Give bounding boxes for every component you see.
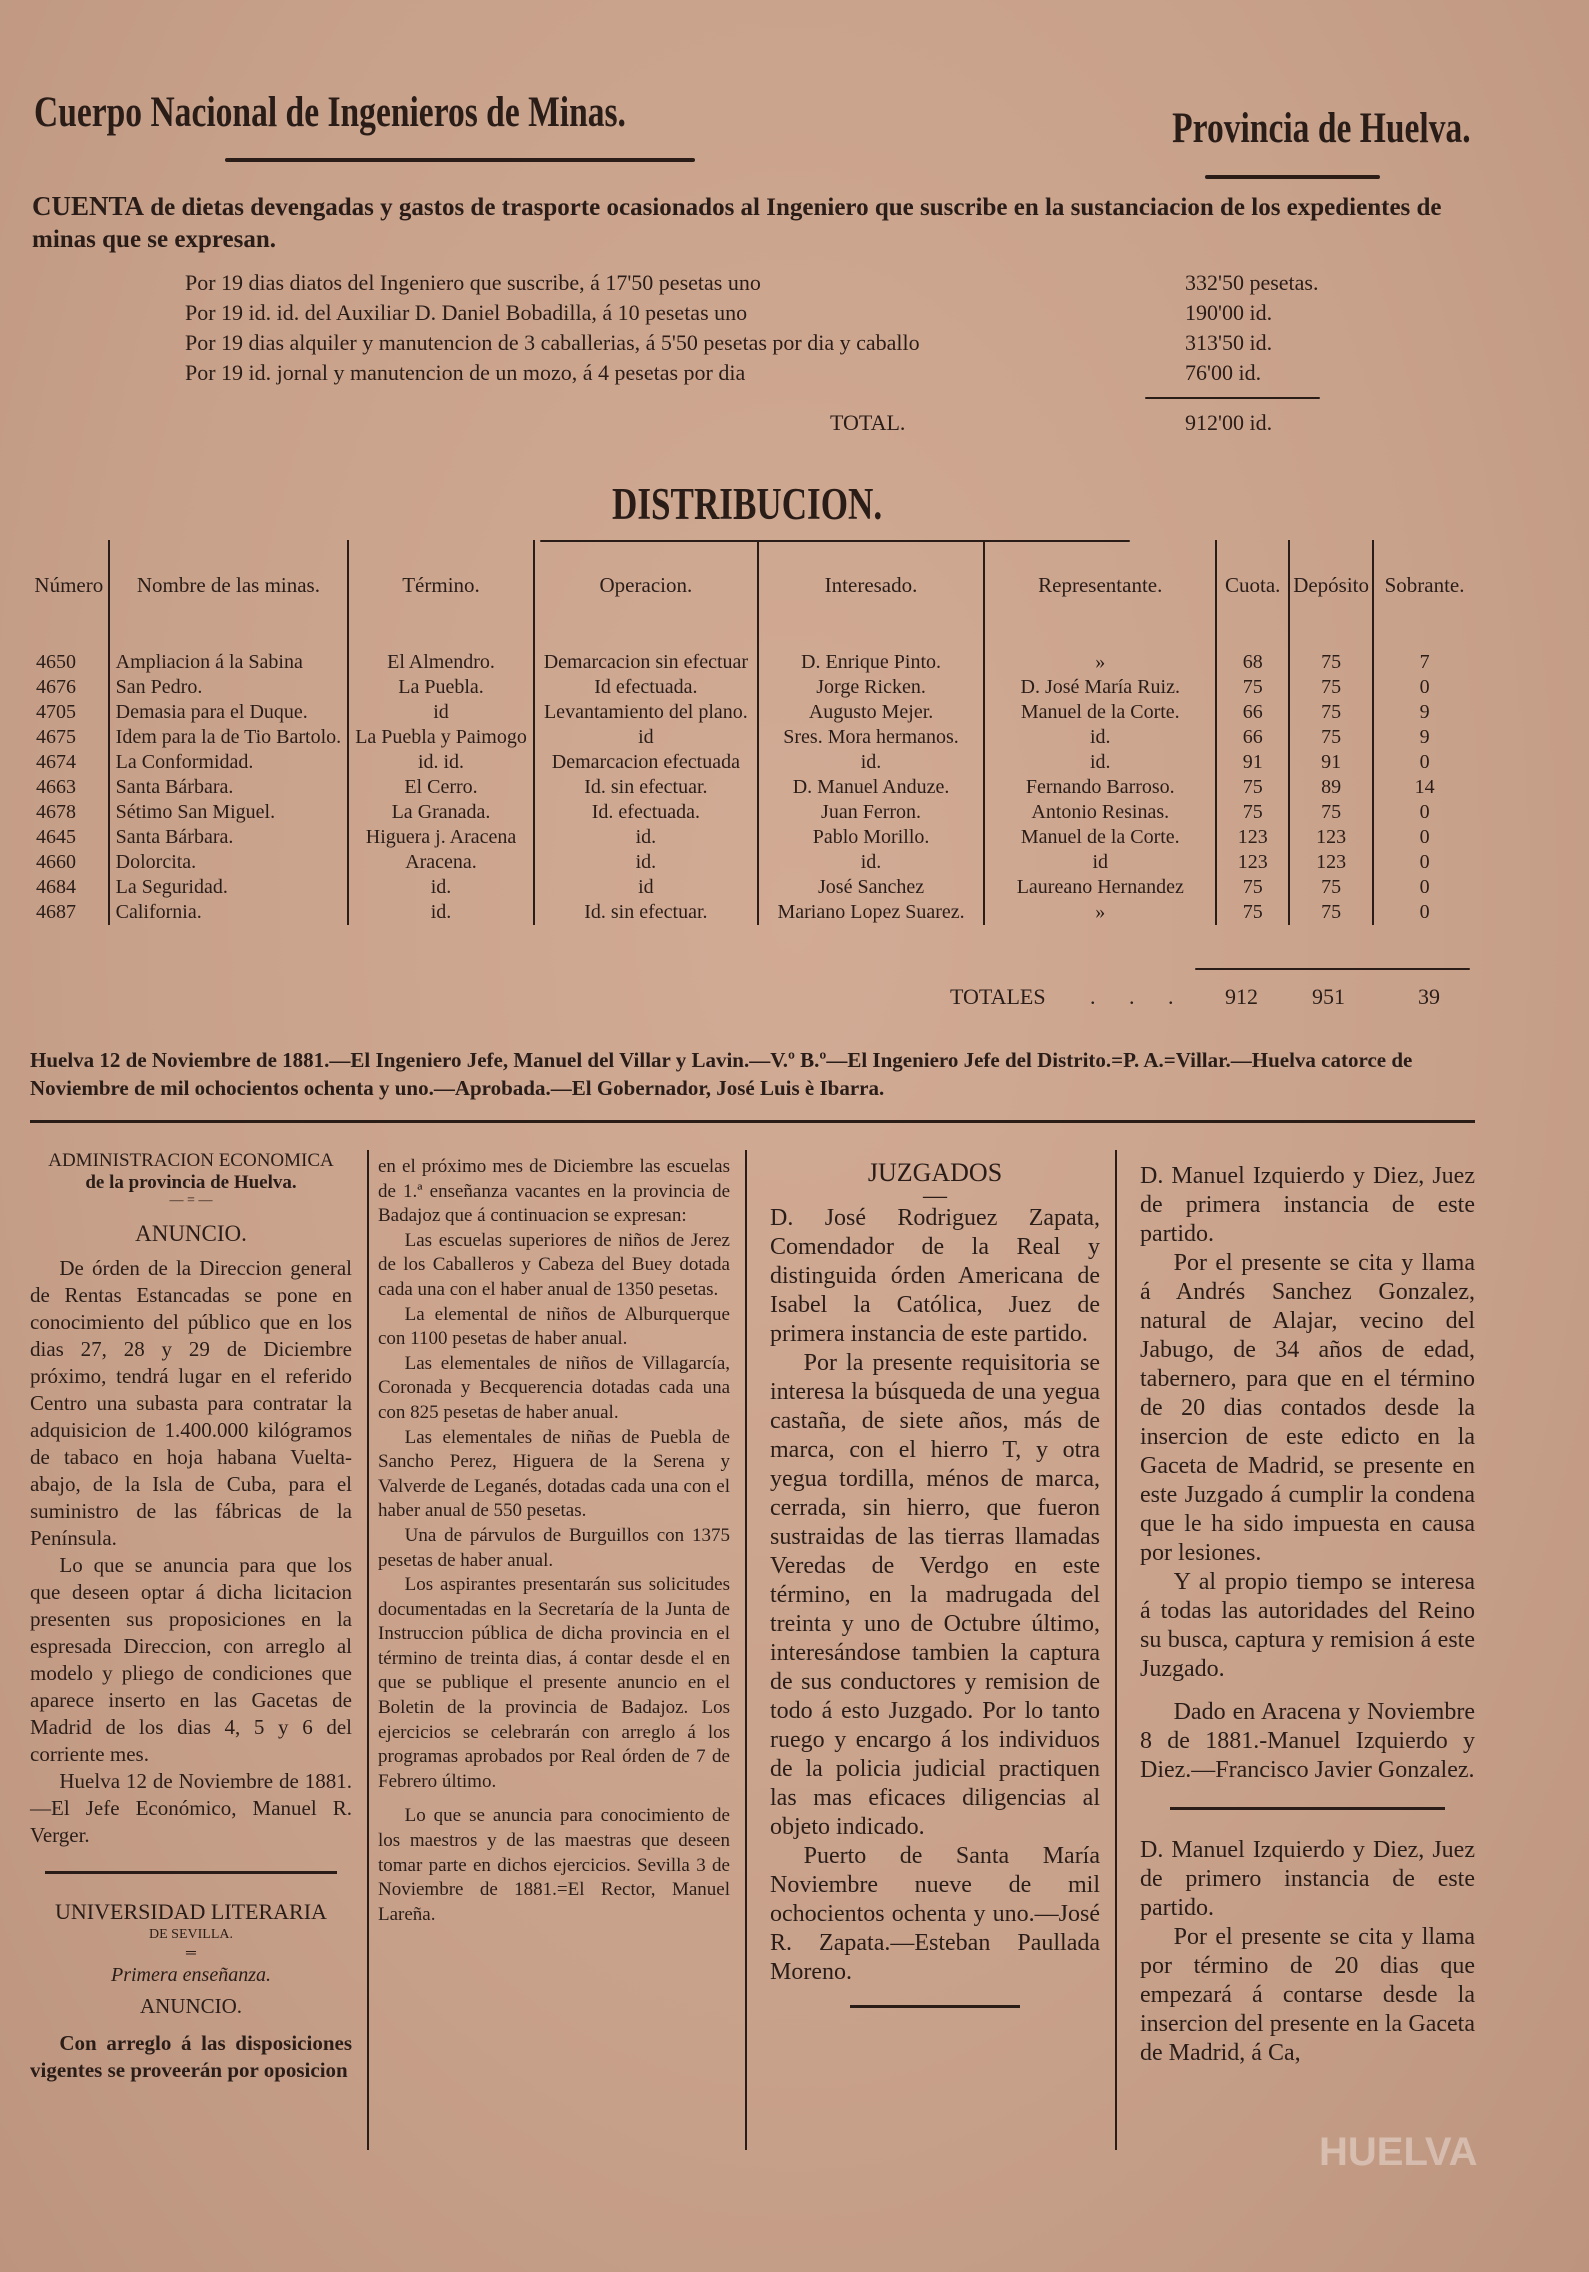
- col-header: Depósito: [1289, 540, 1373, 630]
- column-paragraph: Las escuelas superiores de niños de Jerez de los Caballeros y Cabeza del Buey dotada cada una con el haber anual de 1350 pesetas.: [378, 1229, 730, 1300]
- table-cell: id.: [348, 875, 534, 900]
- table-cell: 4684: [36, 876, 76, 898]
- edict-heading: D. Manuel Izquierdo y Diez, Juez de primera instancia de este partido.: [1140, 1163, 1475, 1247]
- table-cell: id.: [758, 750, 984, 775]
- table-cell: Antonio Resinas.: [984, 800, 1216, 825]
- table-row: [30, 750, 1475, 775]
- expense-row: [185, 360, 1345, 386]
- edict-paragraph: Puerto de Santa María Noviembre nueve de mil ochocientos ochenta y uno.—José R. Zapata.—Esteban Paullada Moreno.: [770, 1843, 1100, 1985]
- table-cell: 9: [1373, 700, 1475, 725]
- table-cell: 0: [1373, 750, 1475, 775]
- table-cell: Sétimo San Miguel.: [109, 800, 349, 825]
- table-cell: 75: [1289, 675, 1373, 700]
- distribucion-title: DISTRIBUCION.: [612, 479, 883, 529]
- table-cell: Santa Bárbara.: [109, 825, 349, 850]
- table-cell: 123: [1216, 850, 1289, 875]
- table-cell: Idem para la de Tio Bartolo.: [109, 725, 349, 750]
- university-city: DE SEVILLA.: [149, 1927, 233, 1942]
- table-row: [30, 875, 1475, 900]
- edict-paragraph: Por el presente se cita y llama por término de 20 dias que empezará á contarse desde la insercion del presente en la Gaceta de Madrid, á Ca,: [1140, 1924, 1475, 2066]
- table-cell: Demasia para el Duque.: [109, 700, 349, 725]
- column-separator: [1115, 1150, 1117, 2150]
- header-ornament-left: [225, 158, 695, 162]
- column-paragraph: La elemental de niños de Alburquerque con 1100 pesetas de haber anual.: [378, 1303, 730, 1350]
- edict-heading: D. Manuel Izquierdo y Diez, Juez de primero instancia de este partido.: [1140, 1837, 1475, 1921]
- table-row: [30, 700, 1475, 725]
- column-paragraph: en el próximo mes de Diciembre las escuelas de 1.ª enseñanza vacantes en la provincia de Badajoz que á continuacion se expresan:: [378, 1156, 730, 1227]
- table-cell: [534, 630, 758, 650]
- column-paragraph: Las elementales de niños de Villagarcía, Coronada y Becquerencia dotadas cada una con 825 pesetas de haber anual.: [378, 1352, 730, 1423]
- column-2: [378, 1155, 730, 1927]
- col-header: Número: [34, 572, 104, 597]
- totales-rule: [1195, 968, 1470, 970]
- table-cell: Pablo Morillo.: [758, 825, 984, 850]
- expense-label: Por 19 id. jornal y manutencion de un mozo, á 4 pesetas por dia: [185, 360, 746, 385]
- table-cell: [1289, 630, 1373, 650]
- table-cell: Ampliacion á la Sabina: [109, 650, 349, 675]
- table-cell: 75: [1289, 650, 1373, 675]
- table-cell: id.: [984, 750, 1216, 775]
- table-cell: 66: [1216, 725, 1289, 750]
- expense-row: [185, 300, 1345, 326]
- edict-paragraph: Por el presente se cita y llama á Andrés Sanchez Gonzalez, natural de Alajar, vecino del Jabugo, de 34 años de edad, tabernero, para que en el término de 20 dias contados desde la insercion de este edicto en la Gaceta de Madrid, se presente en este Juzgado á cumplir la condena que le ha sido impuesta en causa por lesiones.: [1140, 1250, 1475, 1566]
- table-cell: [758, 630, 984, 650]
- table-cell: »: [984, 900, 1216, 925]
- table-cell: 4660: [36, 851, 76, 873]
- table-row: [30, 675, 1475, 700]
- table-cell: 4705: [36, 701, 76, 723]
- expense-row: [185, 330, 1345, 356]
- totales-dots: . . .: [1090, 984, 1188, 1009]
- table-cell: Id. sin efectuar.: [534, 775, 758, 800]
- table-cell: 4678: [36, 801, 76, 823]
- expense-amount: 76'00 id.: [1185, 360, 1262, 385]
- table-cell: 9: [1373, 725, 1475, 750]
- table-cell: La Conformidad.: [109, 750, 349, 775]
- column-3: [770, 1158, 1100, 2008]
- expense-row: [185, 270, 1345, 296]
- col-header: Sobrante.: [1373, 540, 1475, 630]
- table-cell: 75: [1216, 875, 1289, 900]
- totales-deposito: 951: [1312, 984, 1345, 1009]
- table-cell: [1373, 630, 1475, 650]
- table-cell: Santa Bárbara.: [109, 775, 349, 800]
- table-cell: 75: [1216, 900, 1289, 925]
- table-cell: id.: [534, 825, 758, 850]
- table-cell: 14: [1373, 775, 1475, 800]
- table-cell: 75: [1289, 725, 1373, 750]
- expense-amount: 313'50 id.: [1185, 330, 1273, 355]
- table-cell: D. Enrique Pinto.: [758, 650, 984, 675]
- table-cell: 68: [1216, 650, 1289, 675]
- table-cell: 75: [1216, 800, 1289, 825]
- total-amount: 912'00 id.: [1185, 410, 1273, 435]
- table-cell: Levantamiento del plano.: [534, 700, 758, 725]
- edict-heading: D. José Rodriguez Zapata, Comendador de la Real y distinguida órden Americana de Isabel la Católica, Juez de primera instancia de este partido.: [770, 1205, 1100, 1347]
- table-header-row: [30, 540, 1475, 630]
- table-row: [30, 850, 1475, 875]
- header-ornament-right: [1205, 175, 1380, 179]
- table-cell: Demarcacion efectuada: [534, 750, 758, 775]
- table-cell: California.: [109, 900, 349, 925]
- table-cell: id.: [534, 850, 758, 875]
- table-row: [30, 725, 1475, 750]
- table-cell: D. José María Ruiz.: [984, 675, 1216, 700]
- table-cell: »: [984, 650, 1216, 675]
- table-cell: Demarcacion sin efectuar: [534, 650, 758, 675]
- table-cell: 4675: [36, 726, 76, 748]
- ornament: — = —: [169, 1193, 213, 1208]
- ornament: ═: [186, 1946, 196, 1961]
- table-cell: 0: [1373, 900, 1475, 925]
- table-cell: El Almendro.: [348, 650, 534, 675]
- table-cell: 7: [1373, 650, 1475, 675]
- col-header: Cuota.: [1216, 540, 1289, 630]
- section-divider: [30, 1120, 1475, 1123]
- table-cell: Id. sin efectuar.: [534, 900, 758, 925]
- totales-label: TOTALES: [950, 984, 1046, 1009]
- table-cell: 4676: [36, 676, 76, 698]
- table-row: [30, 800, 1475, 825]
- table-cell: 123: [1289, 825, 1373, 850]
- col-header: Representante.: [984, 540, 1216, 630]
- table-cell: 75: [1216, 775, 1289, 800]
- anuncio-title: ANUNCIO.: [139, 1994, 243, 2018]
- totales-cuota: 912: [1225, 984, 1258, 1009]
- admin-province: de la provincia de Huelva.: [85, 1172, 297, 1193]
- table-cell: 91: [1289, 750, 1373, 775]
- table-cell: Augusto Mejer.: [758, 700, 984, 725]
- total-label: TOTAL.: [830, 410, 906, 435]
- table-row: [30, 900, 1475, 925]
- table-cell: 75: [1289, 875, 1373, 900]
- expense-label: Por 19 dias alquiler y manutencion de 3 caballerias, á 5'50 pesetas por dia y caballo: [185, 330, 920, 355]
- table-cell: La Granada.: [348, 800, 534, 825]
- table-cell: La Puebla.: [348, 675, 534, 700]
- table-cell: 0: [1373, 800, 1475, 825]
- totales-sobrante: 39: [1418, 984, 1440, 1009]
- expense-amount: 190'00 id.: [1185, 300, 1273, 325]
- table-cell: [348, 630, 534, 650]
- cuenta-lead: CUENTA: [32, 191, 145, 221]
- edict-paragraph: Dado en Aracena y Noviembre 8 de 1881.-Manuel Izquierdo y Diez.—Francisco Javier Gonzalez.: [1140, 1699, 1475, 1783]
- table-row: [30, 650, 1475, 675]
- table-cell: [30, 630, 109, 650]
- table-cell: 0: [1373, 850, 1475, 875]
- col-header: Término.: [348, 540, 534, 630]
- distribucion-signature: Huelva 12 de Noviembre de 1881.—El Ingeniero Jefe, Manuel del Villar y Lavin.—V.º B.º—El Ingeniero Jefe del Distrito.=P. A.=Villar.—Huelva catorce de Noviembre de mil ochocientos ochenta y uno.—Aprobada.—El Gobernador, José Luis è Ibarra.: [30, 1048, 1413, 1100]
- table-cell: La Seguridad.: [109, 875, 349, 900]
- column-separator: [745, 1150, 747, 2150]
- table-cell: 66: [1216, 700, 1289, 725]
- header-left-title: Cuerpo Nacional de Ingenieros de Minas.: [34, 89, 626, 136]
- table-cell: id.: [348, 900, 534, 925]
- table-cell: 0: [1373, 675, 1475, 700]
- table-cell: Jorge Ricken.: [758, 675, 984, 700]
- cuenta-text: de dietas devengadas y gastos de trasporte ocasionados al Ingeniero que suscribe en la sustanciacion de los expedientes de minas que se expresan.: [32, 194, 1442, 253]
- edict-paragraph: Y al propio tiempo se interesa á todas las autoridades del Reino su busca, captura y remision á este Juzgado.: [1140, 1569, 1475, 1682]
- table-cell: Dolorcita.: [109, 850, 349, 875]
- col-header: Operacion.: [534, 540, 758, 630]
- table-cell: 123: [1216, 825, 1289, 850]
- table-cell: D. Manuel Anduze.: [758, 775, 984, 800]
- table-cell: La Puebla y Paimogo: [348, 725, 534, 750]
- table-cell: Aracena.: [348, 850, 534, 875]
- column-rule: [850, 2005, 1020, 2008]
- column-paragraph: Lo que se anuncia para conocimiento de los maestros y de las maestras que deseen tomar parte en dichos ejercicios. Sevilla 3 de Noviembre de 1881.=El Rector, Manuel Lareña.: [378, 1805, 730, 1925]
- table-cell: 4674: [36, 751, 76, 773]
- table-cell: Id. efectuada.: [534, 800, 758, 825]
- expense-label: Por 19 id. id. del Auxiliar D. Daniel Bobadilla, á 10 pesetas uno: [185, 300, 748, 325]
- column-1: [30, 1150, 352, 2084]
- column-separator: [367, 1150, 369, 2150]
- table-row: [30, 825, 1475, 850]
- table-cell: 4650: [36, 651, 76, 673]
- table-cell: 75: [1216, 675, 1289, 700]
- header-right-title: Provincia de Huelva.: [1172, 105, 1471, 152]
- table-cell: Juan Ferron.: [758, 800, 984, 825]
- col-header: Nombre de las minas.: [109, 540, 349, 630]
- table-cell: Sres. Mora hermanos.: [758, 725, 984, 750]
- table-cell: id: [348, 700, 534, 725]
- table-cell: id: [534, 875, 758, 900]
- expense-amount: 332'50 pesetas.: [1185, 270, 1319, 295]
- table-cell: id. id.: [348, 750, 534, 775]
- table-spacer-row: [30, 630, 1475, 650]
- table-row: [30, 775, 1475, 800]
- table-cell: 75: [1289, 900, 1373, 925]
- table-cell: 0: [1373, 875, 1475, 900]
- table-cell: 4687: [36, 901, 76, 923]
- table-cell: San Pedro.: [109, 675, 349, 700]
- table-cell: 89: [1289, 775, 1373, 800]
- ornament: —: [923, 1183, 947, 1209]
- total-rule: [1145, 397, 1320, 399]
- anuncio-paragraph: Huelva 12 de Noviembre de 1881.—El Jefe Económico, Manuel R. Verger.: [30, 1769, 352, 1847]
- juzgados-title: JUZGADOS: [867, 1158, 1003, 1187]
- table-cell: id.: [758, 850, 984, 875]
- table-cell: [109, 630, 349, 650]
- column-paragraph: Los aspirantes presentarán sus solicitudes documentadas en la Secretaría de la Junta de Instruccion pública de dicha provincia en el término de treinta dias, á contar desde el en que se publique el presente anuncio en el Boletin de la provincia de Badajoz. Los ejercicios se celebrarán con arreglo á los programas aprobados por Real órden de 7 de Febrero último.: [378, 1574, 730, 1792]
- distribucion-table: [30, 540, 1475, 925]
- table-cell: Mariano Lopez Suarez.: [758, 900, 984, 925]
- table-cell: Id efectuada.: [534, 675, 758, 700]
- table-cell: 4663: [36, 776, 76, 798]
- table-cell: 91: [1216, 750, 1289, 775]
- archive-watermark: HUELVA: [1319, 2130, 1478, 2174]
- university-subtitle: Primera enseñanza.: [111, 1964, 271, 1986]
- anuncio-paragraph: Lo que se anuncia para que los que deseen optar á dicha licitacion presenten sus proposiciones en la espresada Direccion, con arreglo al modelo y pliego de condiciones que aparece inserto en las Gacetas de Madrid de los dias 4, 5 y 6 del corriente mes.: [30, 1553, 352, 1766]
- table-cell: Manuel de la Corte.: [984, 825, 1216, 850]
- table-cell: id: [984, 850, 1216, 875]
- column-paragraph: Una de párvulos de Burguillos con 1375 pesetas de haber anual.: [378, 1524, 730, 1571]
- table-cell: El Cerro.: [348, 775, 534, 800]
- table-cell: [984, 630, 1216, 650]
- table-cell: 75: [1289, 700, 1373, 725]
- university-name: UNIVERSIDAD LITERARIA: [55, 1899, 327, 1924]
- anuncio-title: ANUNCIO.: [135, 1221, 247, 1246]
- admin-org: ADMINISTRACION ECONOMICA: [48, 1150, 334, 1171]
- table-cell: id: [534, 725, 758, 750]
- table-cell: José Sanchez: [758, 875, 984, 900]
- table-cell: Manuel de la Corte.: [984, 700, 1216, 725]
- cuenta-intro: [32, 190, 1472, 256]
- anuncio-paragraph: Con arreglo á las disposiciones vigentes se proveerán por oposicion: [30, 2031, 352, 2082]
- col-header: Interesado.: [758, 540, 984, 630]
- table-cell: 123: [1289, 850, 1373, 875]
- table-cell: Higuera j. Aracena: [348, 825, 534, 850]
- column-rule: [45, 1871, 337, 1874]
- table-cell: id.: [984, 725, 1216, 750]
- table-cell: Fernando Barroso.: [984, 775, 1216, 800]
- expense-label: Por 19 dias diatos del Ingeniero que suscribe, á 17'50 pesetas uno: [185, 270, 761, 295]
- column-rule: [1170, 1807, 1445, 1810]
- table-cell: 4645: [36, 826, 76, 848]
- table-body: [30, 630, 1475, 925]
- table-cell: 75: [1289, 800, 1373, 825]
- column-4: [1140, 1162, 1475, 2068]
- edict-paragraph: Por la presente requisitoria se interesa la búsqueda de una yegua castaña, de siete años, más de marca, con el hierro T, y otra yegua tordilla, ménos de marca, cerrada, sin hierro, que fueron sustraidas de las tierras llamadas Veredas de Verdgo en este término, en la madrugada del treinta y uno de Octubre último, interesándose tambien la captura de sus conductores y remision de todo á esto Juzgado. Por lo tanto ruego y encargo á los individuos de la policia judicial practiquen las mas eficaces diligencias al objeto indicado.: [770, 1350, 1100, 1840]
- table-cell: [1216, 630, 1289, 650]
- table-cell: 0: [1373, 825, 1475, 850]
- total-row: [830, 410, 1330, 436]
- column-paragraph: Las elementales de niñas de Puebla de Sancho Perez, Higuera de la Serena y Valverde de Leganés, dotadas cada una con el haber anual de 550 pesetas.: [378, 1426, 730, 1522]
- table-cell: Laureano Hernandez: [984, 875, 1216, 900]
- anuncio-paragraph: De órden de la Direccion general de Rentas Estancadas se pone en conocimiento del público que en los dias 27, 28 y 29 de Diciembre próximo, tendrá lugar en el referido Centro una subasta para contratar la adquisicion de 1.400.000 kilógramos de tabaco en hoja habana Vuelta-abajo, de la Isla de Cuba, para el suministro de las fábricas de la Península.: [30, 1256, 352, 1550]
